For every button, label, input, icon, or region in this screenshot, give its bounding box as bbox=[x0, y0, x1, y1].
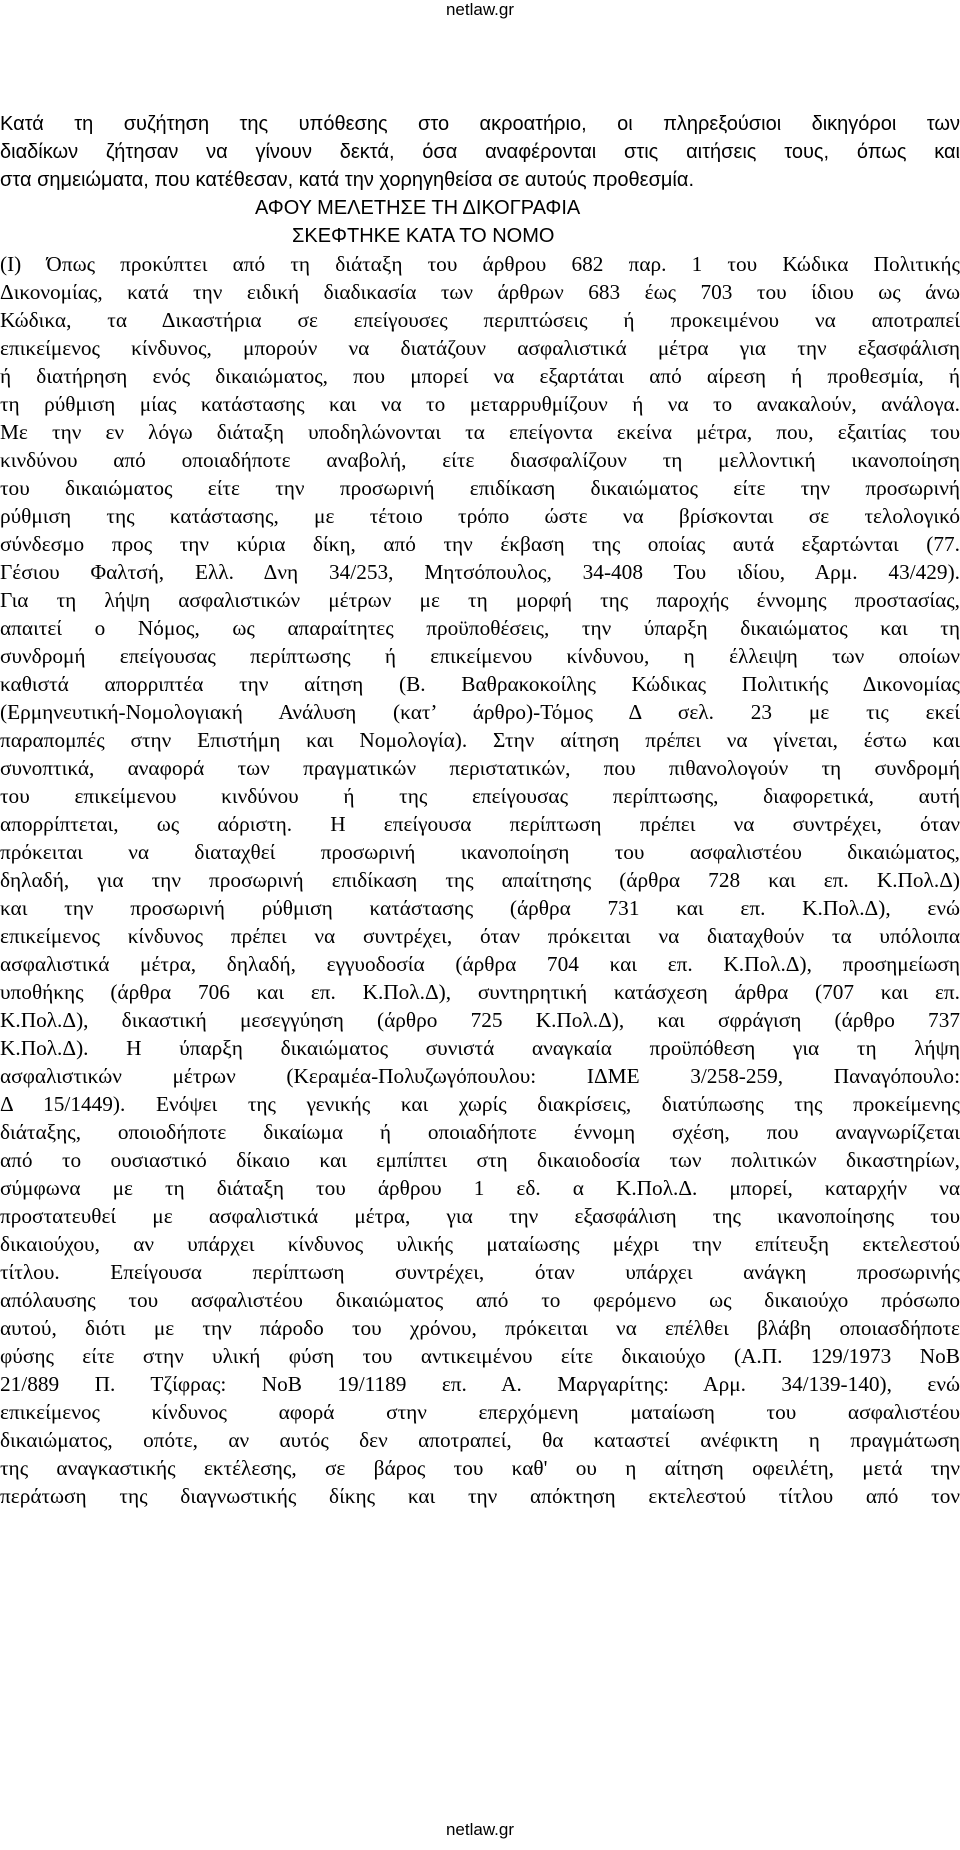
text-line: φύσης είτε στην υλική φύση του αντικειμένου είτε δικαιούχο (Α.Π. 129/1973 ΝοΒ bbox=[0, 1344, 960, 1368]
text-line: επικείμενος κίνδυνος, μπορούν να διατάζουν ασφαλιστικά μέτρα για την εξασφάλιση bbox=[0, 336, 960, 360]
text-line: απαιτεί ο Νόμος, ως απαραίτητες προϋποθέσεις, την ύπαρξη δικαιώματος και τη bbox=[0, 616, 960, 640]
text-line: τίτλου. Επείγουσα περίπτωση συντρέχει, όταν υπάρχει ανάγκη προσωρινής bbox=[0, 1260, 960, 1284]
text-line: υποθήκης (άρθρα 706 και επ. Κ.Πολ.Δ), συντηρητική κατάσχεση άρθρα (707 και επ. bbox=[0, 980, 960, 1004]
text-line: Γέσιου Φαλτσή, Ελλ. Δνη 34/253, Μητσόπουλος, 34-408 Του ιδίου, Αρμ. 43/429). bbox=[0, 560, 960, 584]
text-line: περάτωση της διαγνωστικής δίκης και την απόκτηση εκτελεστού τίτλου από τον bbox=[0, 1484, 960, 1508]
text-line: Δικονομίας, κατά την ειδική διαδικασία των άρθρων 683 έως 703 του ίδιου ως άνω bbox=[0, 280, 960, 304]
text-line: δικαιώματος, οπότε, αν αυτός δεν αποτραπεί, θα καταστεί ανέφικτη η πραγμάτωση bbox=[0, 1428, 960, 1452]
text-line: αυτού, διότι με την πάροδο του χρόνου, πρόκειται να επέλθει βλάβη οποιασδήποτε bbox=[0, 1316, 960, 1340]
text-line: διάταξης, οποιοδήποτε δικαίωμα ή οποιαδήποτε έννομη σχέση, που αναγνωρίζεται bbox=[0, 1120, 960, 1144]
document-body bbox=[0, 110, 960, 1510]
text-line: Με την εν λόγω διάταξη υποδηλώνονται τα επείγοντα εκείνα μέτρα, που, εξαιτίας του bbox=[0, 420, 960, 444]
text-line: Κ.Πολ.Δ). Η ύπαρξη δικαιώματος συνιστά αναγκαία προϋπόθεση για τη λήψη bbox=[0, 1036, 960, 1060]
site-name: netlaw.gr bbox=[445, 1820, 515, 1839]
text-line: κινδύνου από οποιαδήποτε αναβολή, είτε διασφαλίζουν τη μελλοντική ικανοποίηση bbox=[0, 448, 960, 472]
text-line: καθιστά απορριπτέα την αίτηση (Β. Βαθρακοκοίλης Κώδικας Πολιτικής Δικονομίας bbox=[0, 672, 960, 696]
text-line: δηλαδή, για την προσωρινή επιδίκαση της απαίτησης (άρθρα 728 και επ. Κ.Πολ.Δ) bbox=[0, 868, 960, 892]
text-line: επικείμενος κίνδυνος αφορά στην επερχόμενη ματαίωση του ασφαλιστέου bbox=[0, 1400, 960, 1424]
text-line: απορρίπτεται, ως αόριστη. Η επείγουσα περίπτωση πρέπει να συντρέχει, όταν bbox=[0, 812, 960, 836]
text-line: συνδρομή επείγουσας περίπτωσης ή επικείμενου κίνδυνου, η έλλειψη των οποίων bbox=[0, 644, 960, 668]
text-line: του επικείμενου κινδύνου ή της επείγουσας περίπτωσης, διαφορετικά, αυτή bbox=[0, 784, 960, 808]
text-line: τη ρύθμιση μίας κατάστασης και να το μεταρρυθμίζουν ή να το ανακαλούν, ανάλογα. bbox=[0, 392, 960, 416]
text-line: σύμφωνα με τη διάταξη του άρθρου 1 εδ. α Κ.Πολ.Δ. μπορεί, καταρχήν να bbox=[0, 1176, 960, 1200]
text-line: 21/889 Π. Τζίφρας: ΝοΒ 19/1189 επ. Α. Μαργαρίτης: Αρμ. 34/139-140), ενώ bbox=[0, 1372, 960, 1396]
intro-paragraph bbox=[0, 110, 960, 194]
text-line: δικαιούχου, αν υπάρχει κίνδυνος υλικής ματαίωσης μέχρι την επίτευξη εκτελεστού bbox=[0, 1232, 960, 1256]
text-line: συνοπτικά, αναφορά των πραγματικών περιστατικών, που πιθανολογούν τη συνδρομή bbox=[0, 756, 960, 780]
text-line: Κώδικα, τα Δικαστήρια σε επείγουσες περιπτώσεις ή προκειμένου να αποτραπεί bbox=[0, 308, 960, 332]
text-line: απόλαυσης του ασφαλιστέου δικαιώματος από το φερόμενο ως δικαιούχο πρόσωπο bbox=[0, 1288, 960, 1312]
text-line: ρύθμιση της κατάστασης, με τέτοιο τρόπο ώστε να βρίσκονται σε τελολογικό bbox=[0, 504, 960, 528]
text-line: Κατά τη συζήτηση της υπόθεσης στο ακροατήριο, οι πληρεξούσιοι δικηγόροι των bbox=[0, 113, 960, 135]
text-line: Για τη λήψη ασφαλιστικών μέτρων με τη μορφή της παροχής έννομης προστασίας, bbox=[0, 588, 960, 612]
text-line: διαδίκων ζήτησαν να γίνουν δεκτά, όσα αναφέρονται στις αιτήσεις τους, όπως και bbox=[0, 141, 960, 163]
text-line: και την προσωρινή ρύθμιση κατάστασης (άρθρα 731 και επ. Κ.Πολ.Δ), ενώ bbox=[0, 896, 960, 920]
section-heading: ΑΦΟΥ ΜΕΛΕΤΗΣΕ ΤΗ ΔΙΚΟΓΡΑΦΙΑ bbox=[255, 197, 581, 219]
text-line: επικείμενος κίνδυνος πρέπει να συντρέχει, όταν πρόκειται να διαταχθούν τα υπόλοιπα bbox=[0, 924, 960, 948]
text-line: ασφαλιστικά μέτρα, δηλαδή, εγγυοδοσία (άρθρα 704 και επ. Κ.Πολ.Δ), προσημείωση bbox=[0, 952, 960, 976]
main-paragraph bbox=[0, 250, 960, 1510]
text-line: Κ.Πολ.Δ), δικαστική μεσεγγύηση (άρθρο 725 Κ.Πολ.Δ), και σφράγιση (άρθρο 737 bbox=[0, 1008, 960, 1032]
text-line: πρόκειται να διαταχθεί προσωρινή ικανοποίηση του ασφαλιστέου δικαιώματος, bbox=[0, 840, 960, 864]
text-line: (Ι) Όπως προκύπτει από τη διάταξη του άρθρου 682 παρ. 1 του Κώδικα Πολιτικής bbox=[0, 252, 960, 276]
text-line: (Ερμηνευτική-Νομολογιακή Ανάλυση (κατ’ άρθρο)-Τόμος Δ σελ. 23 με τις εκεί bbox=[0, 700, 960, 724]
site-header bbox=[0, 0, 960, 20]
text-line: της αναγκαστικής εκτέλεσης, σε βάρος του καθ' ου η αίτηση οφειλέτη, μετά την bbox=[0, 1456, 960, 1480]
text-line: ασφαλιστικών μέτρων (Κεραμέα-Πολυζωγόπουλου: ΙΔΜΕ 3/258-259, Παναγόπουλο: bbox=[0, 1064, 960, 1088]
text-line: στα σημειώματα, που κατέθεσαν, κατά την χορηγηθείσα σε αυτούς προθεσμία. bbox=[0, 169, 694, 191]
site-name: netlaw.gr bbox=[445, 0, 515, 19]
text-line: του δικαιώματος είτε την προσωρινή επιδίκαση δικαιώματος είτε την προσωρινή bbox=[0, 476, 960, 500]
text-line: σύνδεσμο προς την κύρια δίκη, από την έκβαση της οποίας αυτά εξαρτώνται (77. bbox=[0, 532, 960, 556]
section-subheading: ΣΚΕΦΤΗΚΕ ΚΑΤΑ ΤΟ ΝΟΜΟ bbox=[292, 225, 555, 247]
text-line: Δ 15/1449). Ενόψει της γενικής και χωρίς διακρίσεις, διατύπωσης της προκείμενης bbox=[0, 1092, 960, 1116]
text-line: παραπομπές στην Επιστήμη και Νομολογία). Στην αίτηση πρέπει να γίνεται, έστω και bbox=[0, 728, 960, 752]
site-footer bbox=[0, 1820, 960, 1840]
text-line: ή διατήρηση ενός δικαιώματος, που μπορεί να εξαρτάται από αίρεση ή προθεσμία, ή bbox=[0, 364, 960, 388]
text-line: από το ουσιαστικό δίκαιο και εμπίπτει στη δικαιοδοσία των πολιτικών δικαστηρίων, bbox=[0, 1148, 960, 1172]
text-line: προστατευθεί με ασφαλιστικά μέτρα, για την εξασφάλιση της ικανοποίησης του bbox=[0, 1204, 960, 1228]
